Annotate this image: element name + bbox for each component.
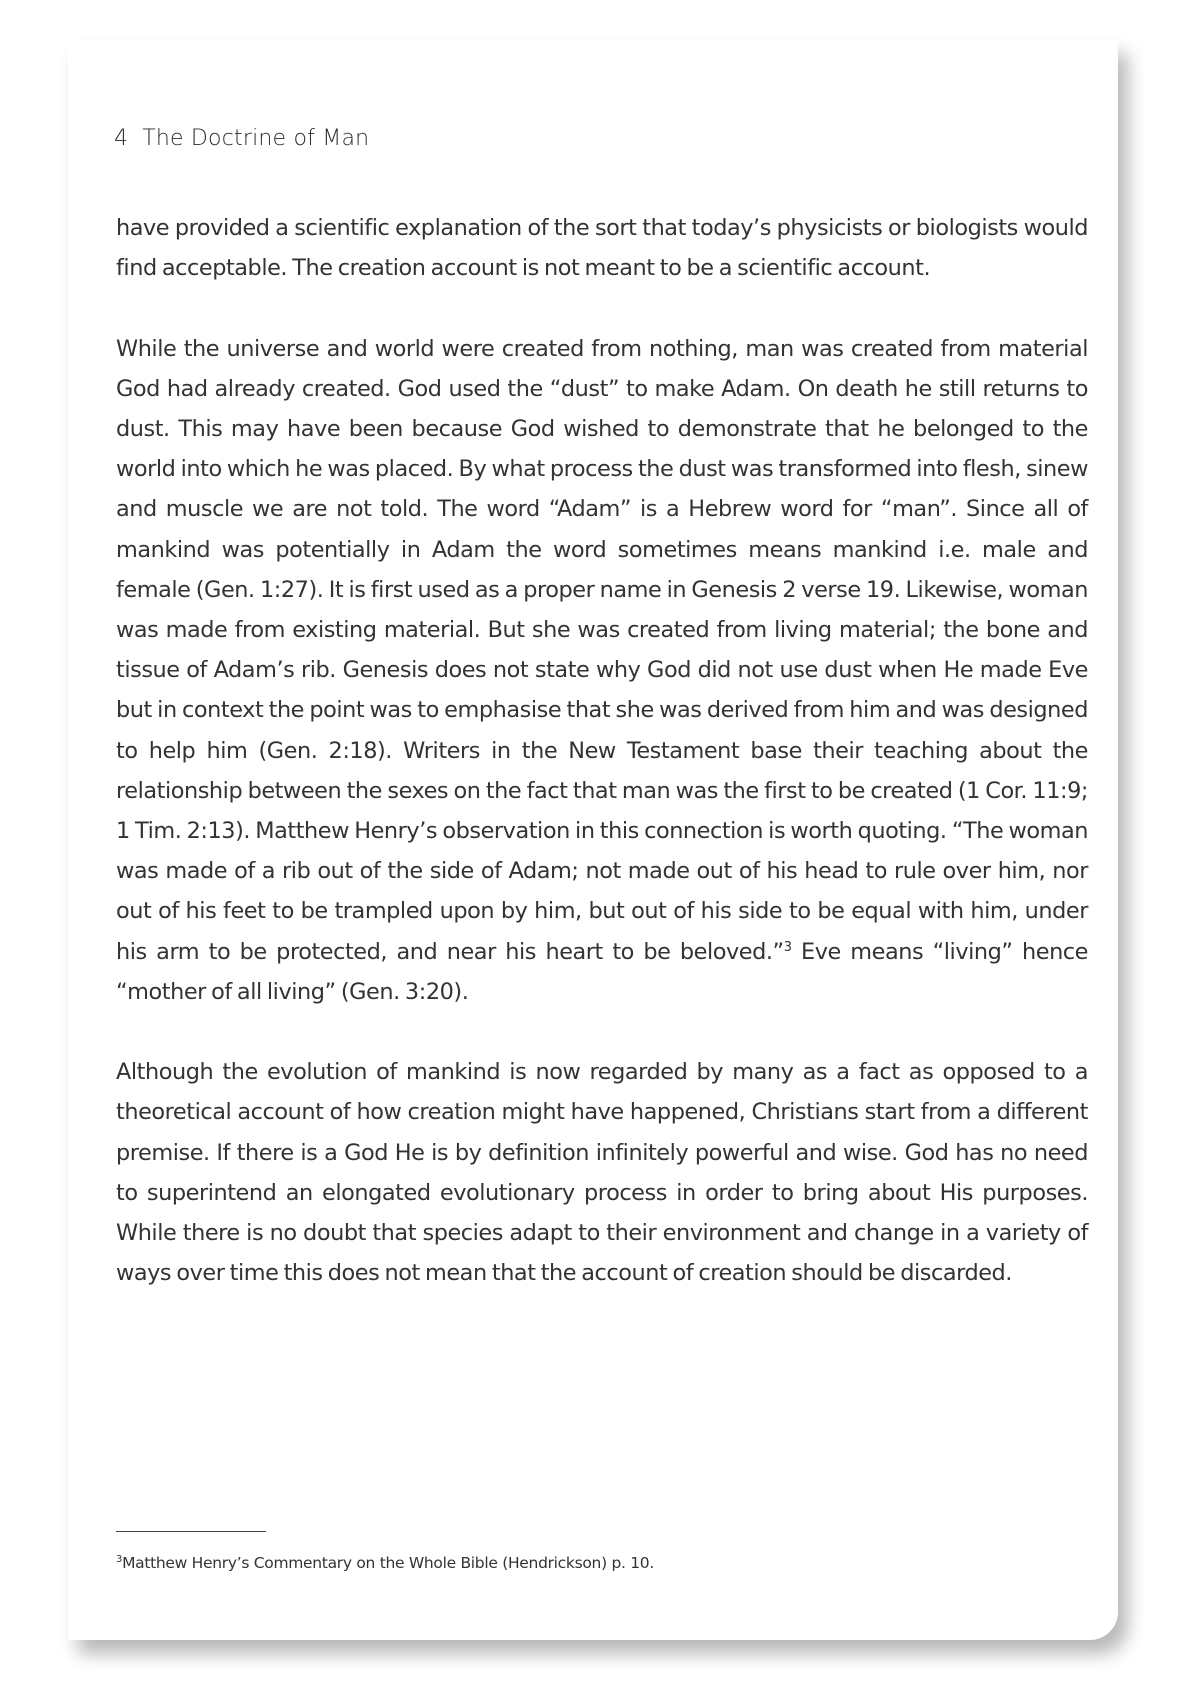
footnote-rule [116, 1531, 266, 1532]
paragraph-2-text: While the universe and world were created from nothing, man was created from material God had already created. God used the “dust” to make Adam. On death he still returns to dust. This may have been because God wished to demonstrate that he belonged to the world into which he was placed. By what process the dust was transformed into flesh, sinew and muscle we are not told. The word “Adam” is a Hebrew word for “man”. Since all of mankind was potentially in Adam the word sometimes means mankind i.e. male and female (Gen. 1:27). It is first used as a proper name in Genesis 2 verse 19. Likewise, woman was made from existing material. But she was created from living material; the bone and tissue of Adam’s rib. Genesis does not state why God did not use dust when He made Eve but in context the point was to emphasise that she was derived from him and was designed to help him (Gen. 2:18). Writers in the New Testament base their teaching about the relationship between the sexes on the fact that man was the first to be created (1 Cor. 11:9; 1 Tim. 2:13). Matthew Henry’s observation in this connection is worth quoting. “The woman was made of a rib out of the side of Adam; not made out of his head to rule over him, nor out of his feet to be trampled upon by him, but out of his side to be equal with him, under his arm to be protected, and near his heart to be beloved.” [116, 335, 1088, 965]
paragraph-1-text: have provided a scientific explanation of the sort that today’s physicists or biologists would find acceptable. The creation account is not meant to be a scientific account. [116, 215, 1088, 282]
paragraph-1 [116, 208, 1088, 288]
footnote-text: Matthew Henry’s Commentary on the Whole Bible (Hendrickson) p. 10. [122, 1554, 654, 1572]
paragraph-2 [116, 329, 1088, 1012]
footnote-3 [116, 1554, 654, 1572]
paragraph-3-text: Although the evolution of mankind is now regarded by many as a fact as opposed to a theoretical account of how creation might have happened, Christians start from a different premise. If there is a God He is by definition infinitely powerful and wise. God has no need to superintend an elongated evolutionary process in order to bring about His purposes. While there is no doubt that species adapt to their environment and change in a variety of ways over time this does not mean that the account of creation should be discarded. [116, 1059, 1088, 1287]
running-title: The Doctrine of Man [142, 126, 370, 151]
footnote-reference-3[interactable]: 3 [783, 939, 792, 955]
footnote-marker: 3 [116, 1554, 123, 1565]
paragraph-3 [116, 1052, 1088, 1293]
body-text [116, 208, 1088, 1334]
page-number: 4 [114, 126, 129, 151]
running-head [114, 126, 369, 151]
paragraph-2-text-after: Eve means “living” hence “mother of all living” (Gen. 3:20). [116, 938, 1088, 1005]
